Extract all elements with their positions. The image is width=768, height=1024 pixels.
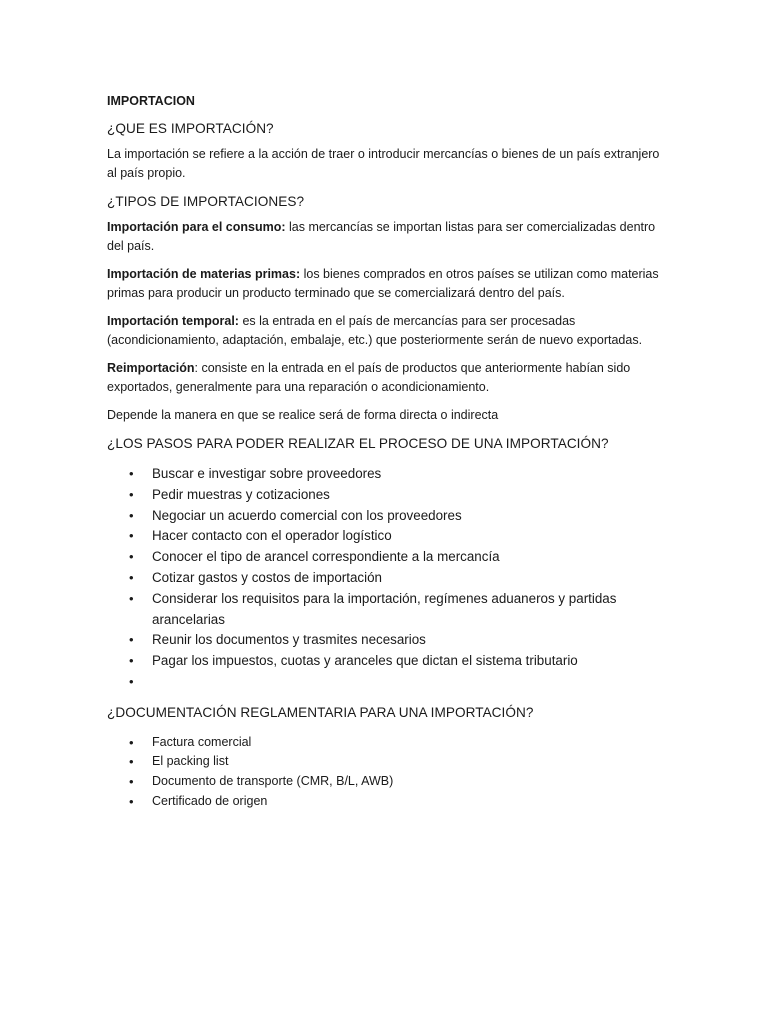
question-heading-tipos: ¿TIPOS DE IMPORTACIONES? xyxy=(107,194,305,209)
bullet-icon: • xyxy=(129,653,134,669)
list-item xyxy=(107,651,668,672)
list-item xyxy=(107,733,668,753)
step-text: Conocer el tipo de arancel correspondiente a la mercancía xyxy=(152,549,500,565)
document-title: IMPORTACION xyxy=(107,94,195,108)
step-text: Pedir muestras y cotizaciones xyxy=(152,486,330,502)
type-description: : consiste en la entrada en el país de productos que anteriormente habían sido exportados, generalmente para una reparación o acondicionamiento. xyxy=(107,361,631,394)
type-paragraph-consumo xyxy=(107,218,668,256)
document-text: El packing list xyxy=(152,754,229,769)
bullet-icon: • xyxy=(129,507,134,523)
list-item xyxy=(107,772,668,792)
question-heading-que-es: ¿QUE ES IMPORTACIÓN? xyxy=(107,121,274,136)
list-item xyxy=(107,589,668,631)
step-text: Reunir los documentos y trasmites necesarios xyxy=(152,632,426,648)
type-description: es la entrada en el país de mercancías para ser procesadas (acondicionamiento, adaptación, embalaje, etc.) que posteriormente serán de nuevo exportadas. xyxy=(107,314,643,347)
list-item xyxy=(107,506,668,527)
bullet-icon: • xyxy=(129,734,134,750)
type-paragraph-temporal xyxy=(107,312,668,350)
list-item xyxy=(107,792,668,812)
question-heading-documentacion: ¿DOCUMENTACIÓN REGLAMENTARIA PARA UNA IMPORTACIÓN? xyxy=(107,704,534,720)
bullet-icon: • xyxy=(129,528,134,544)
type-paragraph-materias-primas xyxy=(107,265,668,303)
list-item xyxy=(107,630,668,651)
documents-list xyxy=(107,733,668,811)
type-term: Importación de materias primas: xyxy=(107,267,301,281)
step-text: Negociar un acuerdo comercial con los proveedores xyxy=(152,507,462,523)
type-term: Reimportación xyxy=(107,361,195,375)
step-text xyxy=(152,674,156,689)
list-item xyxy=(107,752,668,772)
types-note: Depende la manera en que se realice será de forma directa o indirecta xyxy=(107,408,499,422)
list-item-empty xyxy=(107,672,668,693)
step-text: Pagar los impuestos, cuotas y aranceles que dictan el sistema tributario xyxy=(152,653,578,669)
list-item xyxy=(107,485,668,506)
list-item xyxy=(107,547,668,568)
bullet-icon: • xyxy=(129,569,134,585)
step-text: Considerar los requisitos para la importación, regímenes aduaneros y partidas arancelarias xyxy=(152,590,617,627)
document-text: Certificado de origen xyxy=(152,793,268,808)
type-description: las mercancías se importan listas para ser comercializadas dentro del país. xyxy=(107,220,656,253)
bullet-icon: • xyxy=(129,466,134,481)
bullet-icon: • xyxy=(129,754,134,770)
bullet-icon: • xyxy=(129,793,134,809)
steps-list xyxy=(107,464,668,693)
type-term: Importación temporal: xyxy=(107,314,239,328)
list-item xyxy=(107,464,668,485)
bullet-icon: • xyxy=(129,486,134,502)
type-paragraph-reimportacion xyxy=(107,359,668,397)
list-item xyxy=(107,568,668,589)
bullet-icon: • xyxy=(129,773,134,789)
list-item xyxy=(107,526,668,547)
step-text: Buscar e investigar sobre proveedores xyxy=(152,466,382,481)
step-text: Hacer contacto con el operador logístico xyxy=(152,528,392,544)
bullet-icon: • xyxy=(129,590,134,606)
step-text: Cotizar gastos y costos de importación xyxy=(152,569,382,585)
bullet-icon: • xyxy=(129,632,134,648)
bullet-icon: • xyxy=(129,673,134,689)
document-text: Documento de transporte (CMR, B/L, AWB) xyxy=(152,773,394,788)
question-heading-pasos: ¿LOS PASOS PARA PODER REALIZAR EL PROCESO DE UNA IMPORTACIÓN? xyxy=(107,436,609,451)
document-text: Factura comercial xyxy=(152,734,252,749)
bullet-icon: • xyxy=(129,549,134,565)
type-term: Importación para el consumo: xyxy=(107,220,286,234)
type-description: los bienes comprados en otros países se utilizan como materias primas para producir un producto terminado que se comercializará dentro del país. xyxy=(107,267,659,300)
definition-paragraph: La importación se refiere a la acción de traer o introducir mercancías o bienes de un país extranjero al país propio. xyxy=(107,147,660,180)
